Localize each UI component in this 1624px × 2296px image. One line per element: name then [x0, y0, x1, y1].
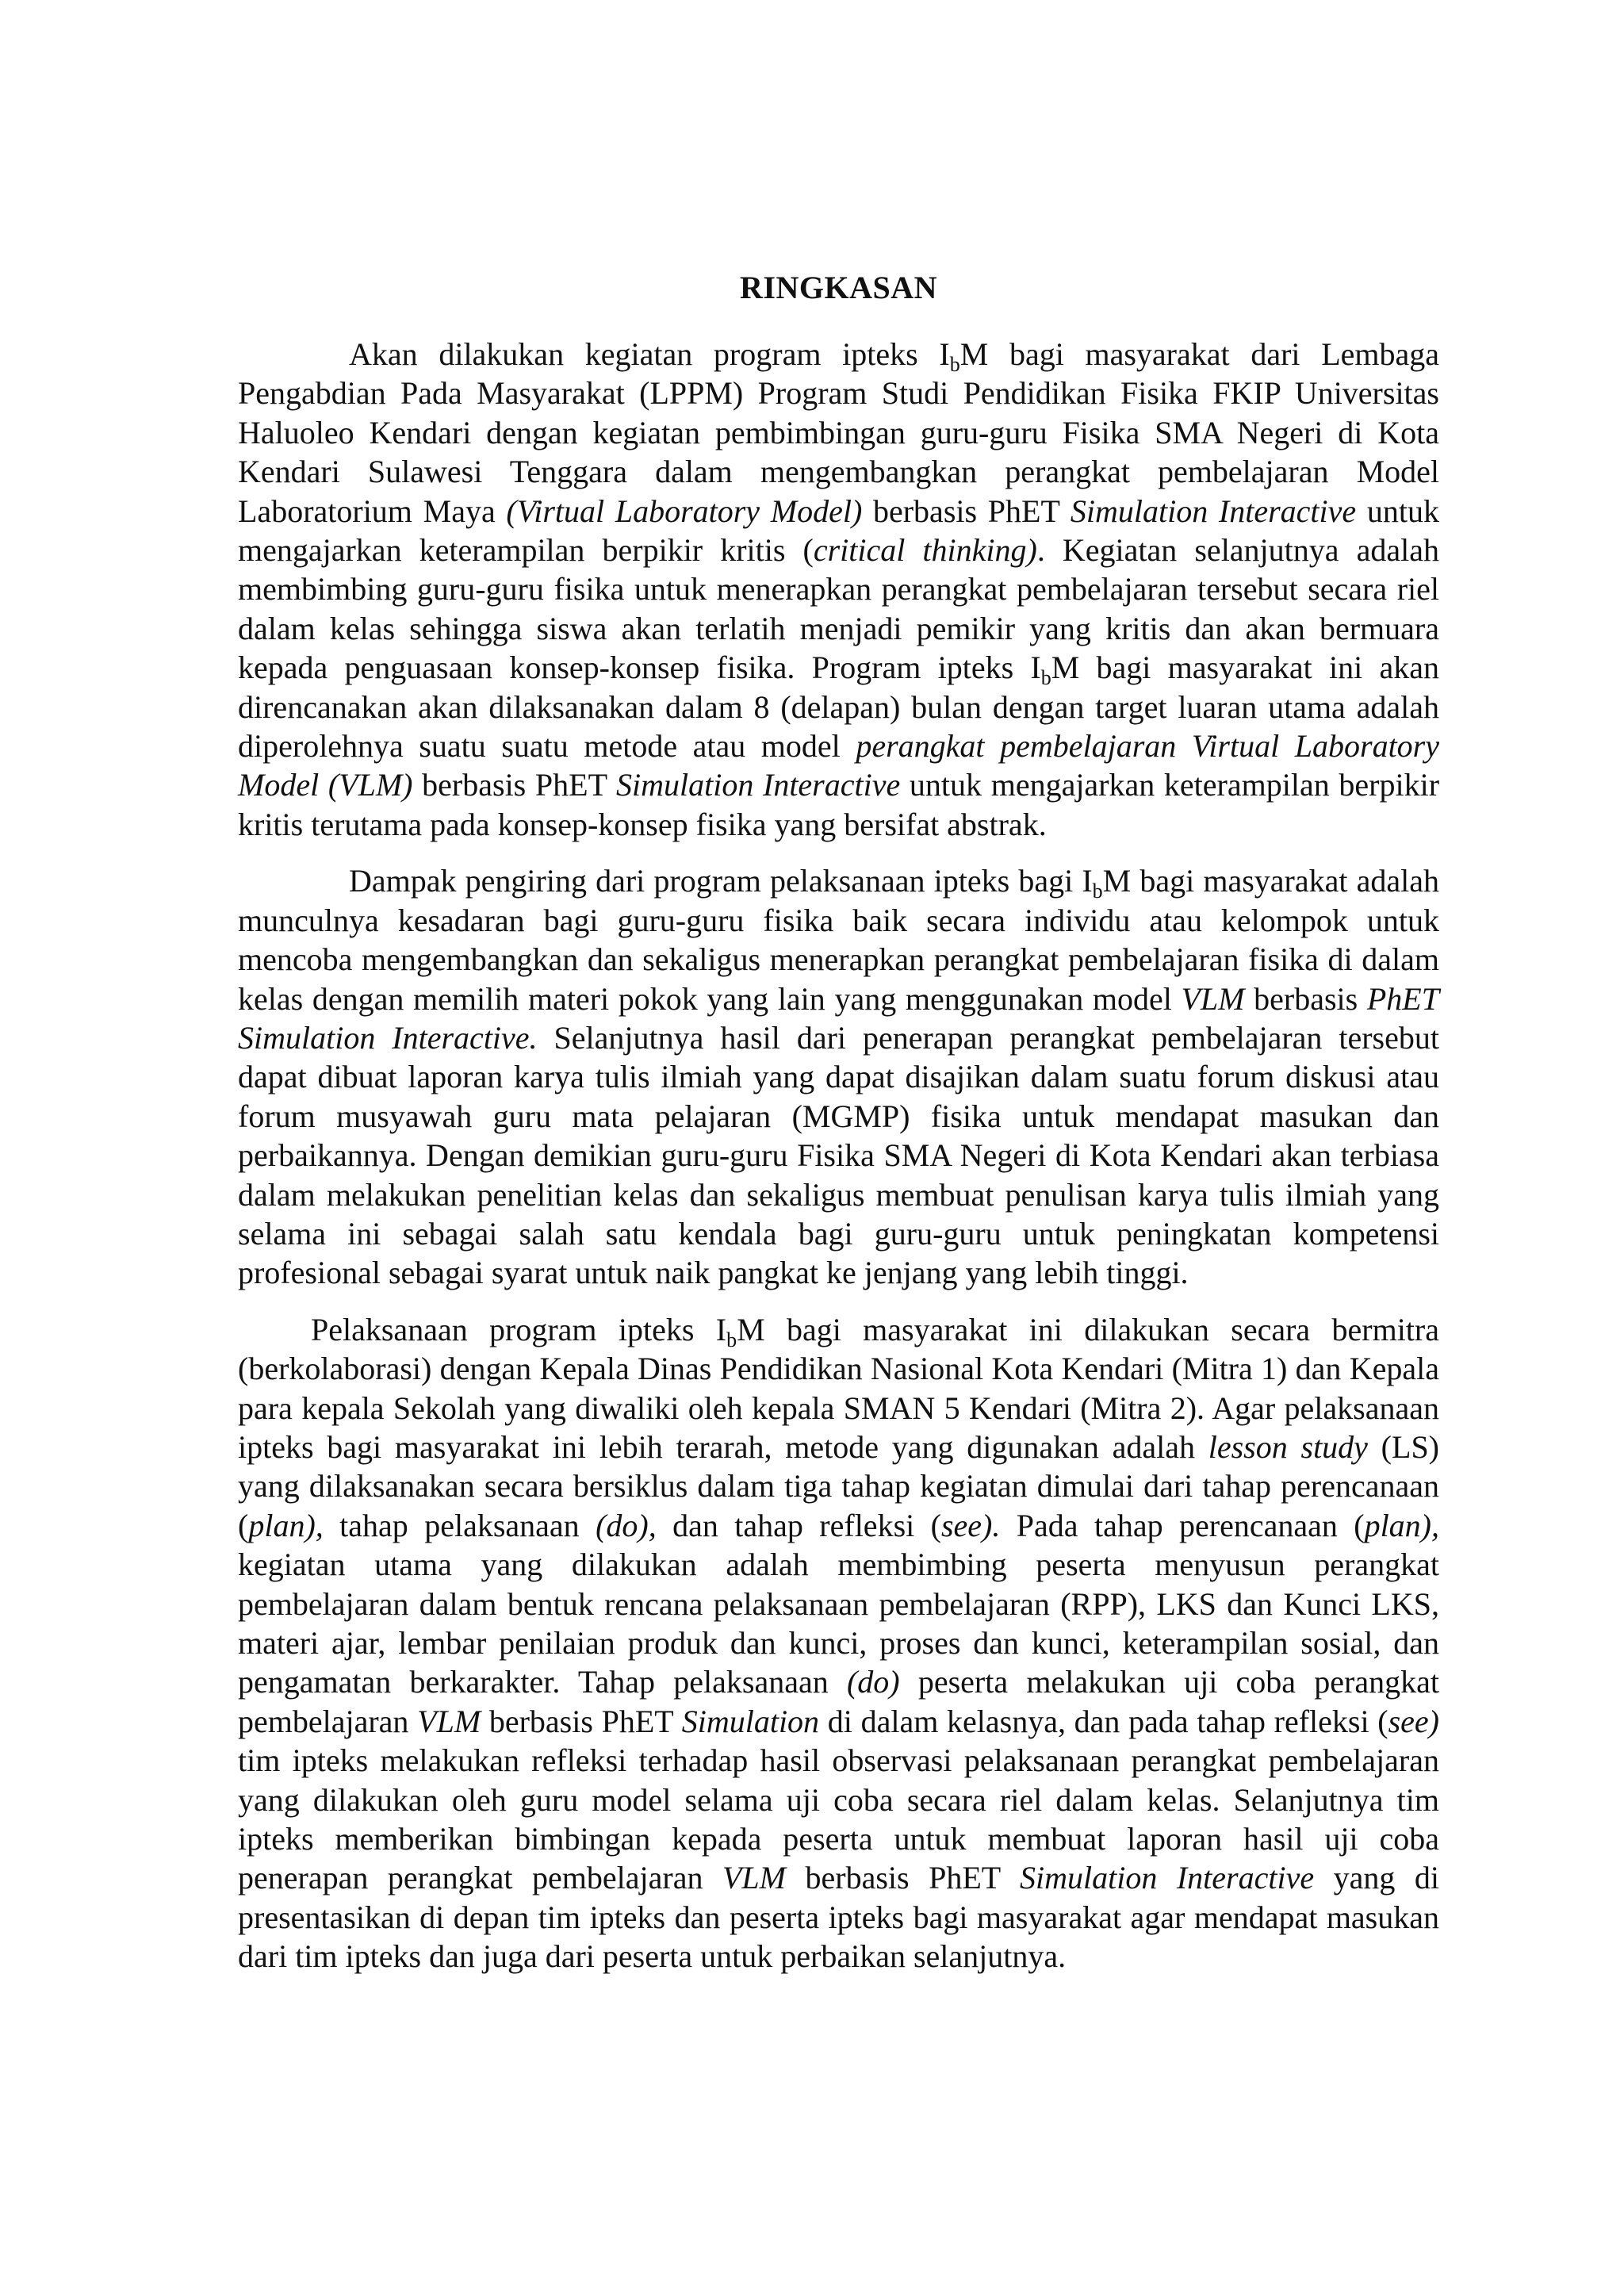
- text-run: dan tahap refleksi (: [656, 1507, 941, 1543]
- text-run: tim ipteks melakukan refleksi terhadap hasil observasi pelaksanaan perangkat pembelajaran yang dilakukan oleh guru model selama uji coba secara riel dalam kelas. Selanjutnya tim ipteks memberikan bimbingan kepada peserta untuk membuat laporan hasil uji coba penerapan perangkat pembelajaran: [238, 1742, 1439, 1896]
- text-run: berbasis PhET: [862, 493, 1071, 529]
- italic-text: Simulation Interactive: [615, 767, 901, 803]
- paragraph-3: [238, 1310, 1439, 1976]
- italic-text: VLM: [1181, 980, 1245, 1017]
- italic-text: Simulation Interactive: [1020, 1860, 1315, 1896]
- italic-text: (Virtual Laboratory Model): [506, 493, 863, 529]
- page-title: RINGKASAN: [740, 270, 937, 305]
- italic-text: PhET Simulation Interactive.: [238, 980, 1439, 1056]
- text-run: untuk mengajarkan keterampilan berpikir kritis terutama pada konsep-konsep fisika yang bersifat abstrak.: [238, 767, 1440, 842]
- text-run: M bagi masyarakat dari Lembaga Pengabdian Pada Masyarakat (LPPM) Program Studi Pendidikan Fisika FKIP Universitas Haluoleo Kendari dengan kegiatan pembimbingan guru-guru Fisika SMA Negeri di Kota Kendari Sulawesi Tenggara dalam mengembangkan perangkat pembelajaran Model Laboratorium Maya: [238, 336, 1439, 529]
- subscript-text: b: [1040, 666, 1051, 690]
- subscript-text: b: [726, 1328, 737, 1351]
- italic-text: perangkat pembelajaran Virtual Laboratory Model (VLM): [238, 728, 1439, 803]
- italic-text: plan),: [248, 1507, 324, 1543]
- italic-text: critical thinking): [813, 532, 1037, 569]
- italic-text: (do): [846, 1664, 900, 1700]
- italic-text: Simulation Interactive: [1070, 493, 1357, 529]
- text-run: berbasis PhET: [412, 767, 616, 803]
- italic-text: (do),: [596, 1507, 657, 1543]
- italic-text: Simulation: [681, 1703, 820, 1739]
- text-run: untuk mengajarkan keterampilan berpikir kritis (: [238, 493, 1439, 569]
- italic-text: lesson study: [1208, 1428, 1368, 1465]
- text-run: berbasis: [1244, 980, 1367, 1017]
- text-run: Akan dilakukan kegiatan program ipteks I: [349, 336, 950, 372]
- text-run: M bagi masyarakat ini akan direncanakan akan dilaksanakan dalam 8 (delapan) bulan dengan target luaran utama adalah diperolehnya suatu suatu metode atau model: [238, 650, 1440, 765]
- text-run: M bagi masyarakat ini dilakukan secara bermitra (berkolaborasi) dengan Kepala Dinas Pendidikan Nasional Kota Kendari (Mitra 1) dan Kepala para kepala Sekolah yang diwaliki oleh kepala SMAN 5 Kendari (Mitra 2). Agar pelaksanaan ipteks bagi masyarakat ini lebih terarah, metode yang digunakan adalah: [238, 1311, 1439, 1465]
- italic-text: see): [1388, 1703, 1440, 1739]
- italic-text: see).: [940, 1507, 1001, 1543]
- text-run: peserta melakukan uji coba perangkat pembelajaran: [238, 1664, 1439, 1739]
- document-body: [238, 268, 1439, 1986]
- paragraph-1: [238, 335, 1439, 844]
- subscript-text: b: [1092, 880, 1103, 903]
- text-run: berbasis PhET: [786, 1860, 1020, 1896]
- text-run: di dalam kelasnya, dan pada tahap refleksi (: [819, 1703, 1388, 1739]
- text-run: (LS) yang dilaksanakan secara bersiklus dalam tiga tahap kegiatan dimulai dari tahap perencanaan (: [238, 1428, 1440, 1543]
- subscript-text: b: [949, 353, 960, 376]
- text-run: berbasis PhET: [481, 1703, 682, 1739]
- text-run: Pada tahap perencanaan (: [1000, 1507, 1365, 1543]
- italic-text: plan),: [1364, 1507, 1439, 1543]
- italic-text: VLM: [722, 1860, 786, 1896]
- text-run: yang di presentasikan di depan tim ipteks dan peserta ipteks bagi masyarakat agar mendapat masukan dari tim ipteks dan juga dari peserta untuk perbaikan selanjutnya.: [238, 1860, 1439, 1975]
- text-run: tahap pelaksanaan: [323, 1507, 596, 1543]
- italic-text: VLM: [417, 1703, 481, 1739]
- text-run: Selanjutnya hasil dari penerapan perangkat pembelajaran tersebut dapat dibuat laporan karya tulis ilmiah yang dapat disajikan dalam suatu forum diskusi atau forum musyawah guru mata pelajaran (MGMP) fisika untuk mendapat masukan dan perbaikannya. Dengan demikian guru-guru Fisika SMA Negeri di Kota Kendari akan terbiasa dalam melakukan penelitian kelas dan sekaligus membuat penulisan karya tulis ilmiah yang selama ini sebagai salah satu kendala bagi guru-guru untuk peningkatan kompetensi profesional sebagai syarat untuk naik pangkat ke jenjang yang lebih tinggi.: [238, 1019, 1439, 1291]
- text-run: Dampak pengiring dari program pelaksanaan ipteks bagi I: [349, 863, 1093, 899]
- text-run: kegiatan utama yang dilakukan adalah membimbing peserta menyusun perangkat pembelajaran dalam bentuk rencana pelaksanaan pembelajaran (RPP), LKS dan Kunci LKS, materi ajar, lembar penilaian produk dan kunci, proses dan kunci, keterampilan sosial, dan pengamatan berkarakter. Tahap pelaksanaan: [238, 1547, 1439, 1700]
- text-run: Pelaksanaan program ipteks I: [311, 1311, 727, 1347]
- text-run: . Kegiatan selanjutnya adalah membimbing guru-guru fisika untuk menerapkan perangkat pembelajaran tersebut secara riel dalam kelas sehingga siswa akan terlatih menjadi pemikir yang kritis dan akan bermuara kepada penguasaan konsep-konsep fisika. Program ipteks I: [238, 532, 1439, 686]
- text-run: M bagi masyarakat adalah munculnya kesadaran bagi guru-guru fisika baik secara individu atau kelompok untuk mencoba mengembangkan dan sekaligus menerapkan perangkat pembelajaran fisika di dalam kelas dengan memilih materi pokok yang lain yang menggunakan model: [238, 863, 1440, 1017]
- paragraph-2: [238, 861, 1439, 1292]
